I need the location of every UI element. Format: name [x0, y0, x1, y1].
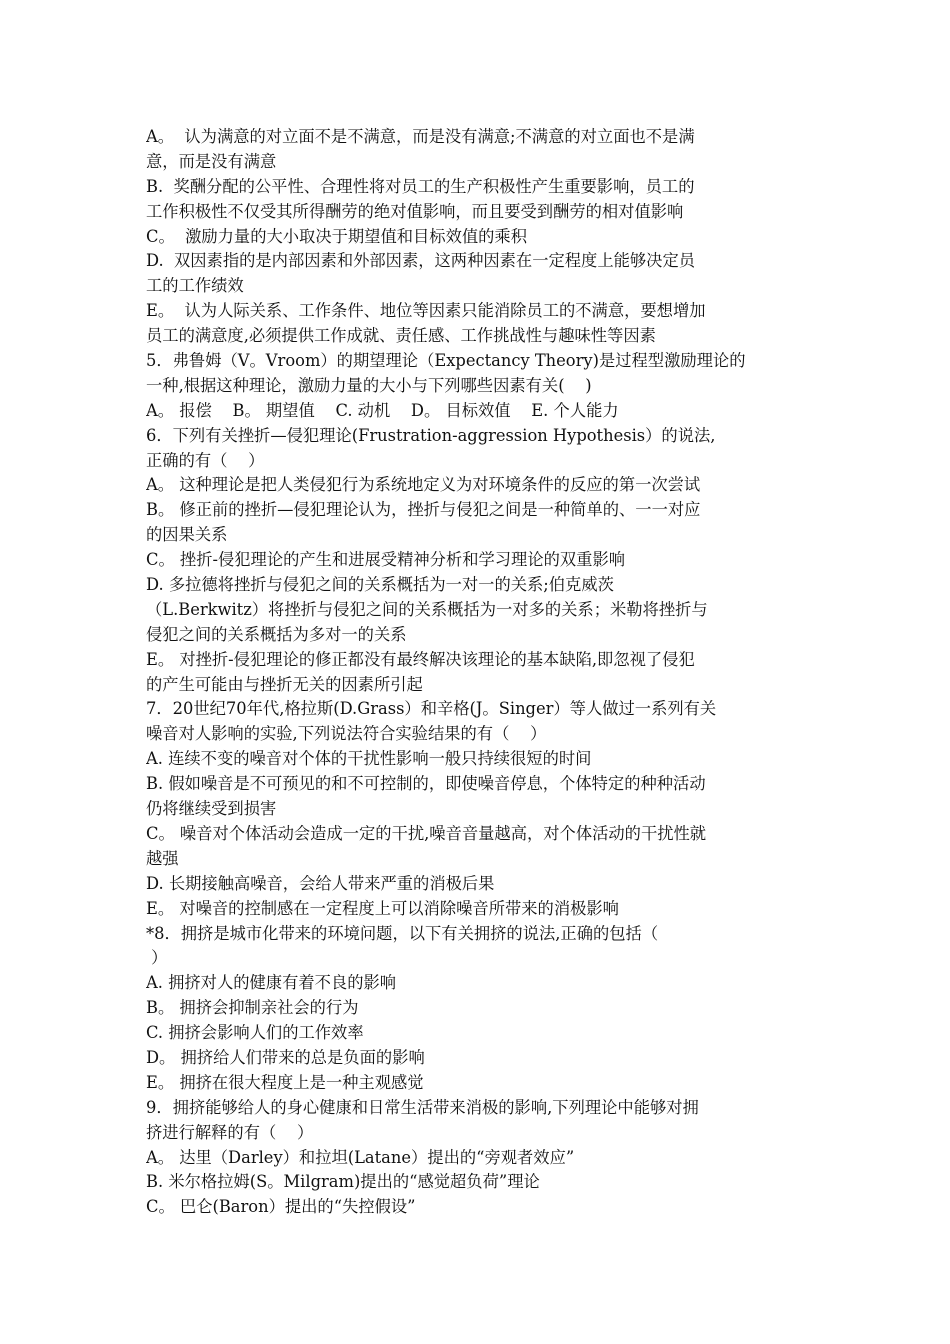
text-line: E。 拥挤在很大程度上是一种主观感觉	[146, 1072, 424, 1092]
text-line: A。 认为满意的对立面不是不满意，而是没有满意;不满意的对立面也不是满	[146, 127, 695, 146]
text-line: 越强	[146, 848, 179, 868]
text-line: A。 这种理论是把人类侵犯行为系统地定义为对环境条件的反应的第一次尝试	[146, 475, 701, 495]
text-line: C。 噪音对个体活动会造成一定的干扰,噪音音量越高，对个体活动的干扰性就	[146, 823, 707, 843]
question-5: 5．弗鲁姆（V。Vroom）的期望理论（Expectancy Theory)是过程型激励理论的	[146, 351, 746, 371]
text-line: 仍将继续受到损害	[146, 799, 277, 819]
text-line: C。 巴仑(Baron）提出的“失控假设”	[146, 1197, 416, 1217]
text-line: B. 假如噪音是不可预见的和不可控制的，即使噪音停息，个体特定的种种活动	[146, 774, 706, 794]
document-body	[146, 125, 810, 1220]
text-line: 噪音对人影响的实验,下列说法符合实验结果的有（ ）	[146, 724, 547, 744]
text-line: C. 拥挤会影响人们的工作效率	[146, 1023, 364, 1043]
text-line: D. 多拉德将挫折与侵犯之间的关系概括为一对一的关系;伯克威茨	[146, 575, 614, 595]
text-line: 的因果关系	[146, 525, 228, 545]
text-line: 工作积极性不仅受其所得酬劳的绝对值影响，而且要受到酬劳的相对值影响	[146, 201, 684, 221]
text-line: 工的工作绩效	[146, 276, 244, 296]
options-line: A。 报偿 B。 期望值 C. 动机 D。 目标效值 E. 个人能力	[146, 400, 619, 420]
text-line: D。 拥挤给人们带来的总是负面的影响	[146, 1047, 425, 1067]
text-line: 侵犯之间的关系概括为多对一的关系	[146, 624, 407, 644]
text-line: 一种,根据这种理论，激励力量的大小与下列哪些因素有关( )	[146, 375, 592, 395]
text-line: E。 认为人际关系、工作条件、地位等因素只能消除员工的不满意，要想增加	[146, 301, 706, 321]
text-line: B。 修正前的挫折—侵犯理论认为，挫折与侵犯之间是一种简单的、一一对应	[146, 500, 701, 520]
text-line: 员工的满意度,必须提供工作成就、责任感、工作挑战性与趣味性等因素	[146, 326, 656, 346]
text-line: （L.Berkwitz）将挫折与侵犯之间的关系概括为一对多的关系；米勒将挫折与	[146, 599, 708, 619]
text-line: 的产生可能由与挫折无关的因素所引起	[146, 674, 423, 694]
text-line: 意，而是没有满意	[146, 151, 277, 171]
text-line: ）	[146, 948, 168, 968]
question-9: 9．拥挤能够给人的身心健康和日常生活带来消极的影响,下列理论中能够对拥	[146, 1097, 699, 1117]
text-line: B。 拥挤会抑制亲社会的行为	[146, 998, 359, 1018]
text-line: D. 双因素指的是内部因素和外部因素，这两种因素在一定程度上能够决定员	[146, 251, 696, 271]
text-line: A。 达里（Darley）和拉坦(Latane）提出的“旁观者效应”	[146, 1147, 575, 1167]
text-line: B. 奖酬分配的公平性、合理性将对员工的生产积极性产生重要影响，员工的	[146, 176, 695, 196]
text-line: B. 米尔格拉姆(S。Milgram)提出的“感觉超负荷”理论	[146, 1172, 540, 1192]
question-7: 7．20世纪70年代,格拉斯(D.Grass）和辛格(J。Singer）等人做过一系列有关	[146, 699, 717, 719]
text-line: 挤进行解释的有（ ）	[146, 1122, 314, 1142]
text-line: D. 长期接触高噪音，会给人带来严重的消极后果	[146, 873, 495, 893]
text-line: 正确的有（ ）	[146, 450, 265, 470]
text-line: C。 挫折-侵犯理论的产生和进展受精神分析和学习理论的双重影响	[146, 550, 626, 570]
question-6: 6．下列有关挫折—侵犯理论(Frustration-aggression Hypothesis）的说法,	[146, 425, 716, 445]
text-line: A. 连续不变的噪音对个体的干扰性影响一般只持续很短的时间	[146, 749, 592, 769]
text-line: A. 拥挤对人的健康有着不良的影响	[146, 973, 397, 993]
text-line: C。 激励力量的大小取决于期望值和目标效值的乘积	[146, 226, 527, 246]
question-8: *8．拥挤是城市化带来的环境问题，以下有关拥挤的说法,正确的包括（	[146, 923, 659, 943]
text-line: E。 对噪音的控制感在一定程度上可以消除噪音所带来的消极影响	[146, 898, 619, 918]
text-line: E。 对挫折-侵犯理论的修正都没有最终解决该理论的基本缺陷,即忽视了侵犯	[146, 649, 695, 669]
